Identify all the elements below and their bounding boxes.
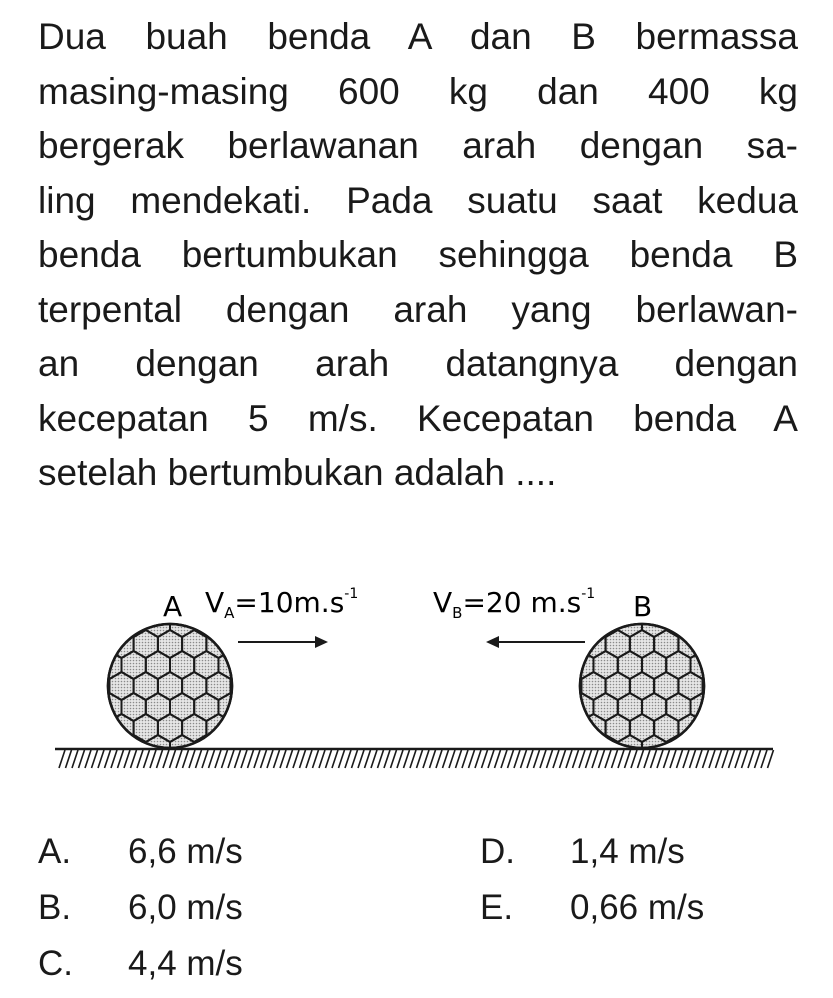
hatch-line <box>124 750 130 768</box>
hatch-line <box>397 750 403 768</box>
hatch-line <box>534 750 540 768</box>
hatch-line <box>696 750 702 768</box>
hatch-line <box>729 750 735 768</box>
hatch-line <box>553 750 559 768</box>
hatch-line <box>501 750 507 768</box>
option-b[interactable] <box>38 886 243 930</box>
hatch-line <box>378 750 384 768</box>
hatch-line <box>144 750 150 768</box>
hatch-line <box>319 750 325 768</box>
hatch-line <box>254 750 260 768</box>
option-value: 0,66 m/s <box>570 888 705 927</box>
hatch-line <box>85 750 91 768</box>
hatch-line <box>703 750 709 768</box>
ball-a-label: A <box>163 590 183 623</box>
hatch-line <box>345 750 351 768</box>
hatch-line <box>475 750 481 768</box>
hatch-line <box>761 750 767 768</box>
question-line: terpental dengan arah yang berlawan- <box>38 288 798 330</box>
hatch-line <box>579 750 585 768</box>
hatch-line <box>768 750 774 768</box>
hatch-line <box>586 750 592 768</box>
hatch-line <box>690 750 696 768</box>
hatch-line <box>261 750 267 768</box>
hatch-line <box>488 750 494 768</box>
hatch-line <box>293 750 299 768</box>
hatch-line <box>436 750 442 768</box>
hatch-line <box>657 750 663 768</box>
hatch-line <box>670 750 676 768</box>
hatch-line <box>352 750 358 768</box>
hatch-line <box>573 750 579 768</box>
option-letter: B. <box>38 888 72 927</box>
hex-cell <box>703 672 727 700</box>
answer-options <box>38 830 798 990</box>
hatch-line <box>183 750 189 768</box>
hatch-line <box>716 750 722 768</box>
hatch-line <box>664 750 670 768</box>
hatch-line <box>79 750 85 768</box>
collision-diagram <box>45 560 780 800</box>
ball-b <box>557 609 727 763</box>
hatch-line <box>131 750 137 768</box>
hatch-line <box>423 750 429 768</box>
hatch-line <box>417 750 423 768</box>
hatch-line <box>521 750 527 768</box>
ball-a <box>85 609 255 763</box>
hatch-line <box>644 750 650 768</box>
hatch-line <box>137 750 143 768</box>
hatch-line <box>111 750 117 768</box>
hatch-line <box>267 750 273 768</box>
hatch-line <box>651 750 657 768</box>
question-text <box>38 10 798 501</box>
question-line: ling mendekati. Pada suatu saat kedua <box>38 179 798 221</box>
hatch-line <box>592 750 598 768</box>
hatch-line <box>709 750 715 768</box>
hatch-line <box>677 750 683 768</box>
option-e[interactable] <box>480 886 704 930</box>
hatch-line <box>209 750 215 768</box>
hatch-line <box>72 750 78 768</box>
option-d[interactable] <box>480 830 685 874</box>
hatch-line <box>618 750 624 768</box>
ground-hatching <box>59 750 774 768</box>
hatch-line <box>566 750 572 768</box>
hatch-line <box>540 750 546 768</box>
hatch-line <box>222 750 228 768</box>
option-value: 1,4 m/s <box>570 832 685 871</box>
hatch-line <box>287 750 293 768</box>
arrow-right-icon <box>238 636 328 648</box>
hatch-line <box>150 750 156 768</box>
hatch-line <box>274 750 280 768</box>
hatch-line <box>742 750 748 768</box>
hatch-line <box>332 750 338 768</box>
hatch-line <box>196 750 202 768</box>
hatch-line <box>469 750 475 768</box>
hatch-line <box>748 750 754 768</box>
hatch-line <box>482 750 488 768</box>
hatch-line <box>404 750 410 768</box>
hatch-line <box>170 750 176 768</box>
question-line: setelah bertumbukan adalah .... <box>38 452 557 493</box>
ball-b-label: B <box>633 590 653 623</box>
option-value: 4,4 m/s <box>128 944 243 983</box>
hatch-line <box>735 750 741 768</box>
hatch-line <box>514 750 520 768</box>
hatch-line <box>163 750 169 768</box>
question-line: kecepatan 5 m/s. Kecepatan benda A <box>38 397 798 439</box>
hatch-line <box>495 750 501 768</box>
hatch-line <box>527 750 533 768</box>
option-letter: A. <box>38 832 72 871</box>
hatch-line <box>300 750 306 768</box>
ground <box>55 749 774 768</box>
hex-cell <box>231 672 255 700</box>
hatch-line <box>339 750 345 768</box>
option-letter: D. <box>480 832 515 871</box>
hex-cell <box>85 672 109 700</box>
arrow-left-icon <box>486 636 585 648</box>
hatch-line <box>443 750 449 768</box>
question-line: Dua buah benda A dan B bermassa <box>38 16 798 57</box>
hatch-line <box>228 750 234 768</box>
hatch-line <box>722 750 728 768</box>
hatch-line <box>358 750 364 768</box>
hatch-line <box>560 750 566 768</box>
option-c[interactable] <box>38 942 243 986</box>
hatch-line <box>241 750 247 768</box>
hatch-line <box>66 750 72 768</box>
option-letter: C. <box>38 944 73 983</box>
hatch-line <box>365 750 371 768</box>
hatch-line <box>449 750 455 768</box>
option-letter: E. <box>480 888 514 927</box>
hatch-line <box>462 750 468 768</box>
hatch-line <box>625 750 631 768</box>
hatch-line <box>384 750 390 768</box>
hatch-line <box>391 750 397 768</box>
hatch-line <box>176 750 182 768</box>
hatch-line <box>508 750 514 768</box>
collision-figure <box>45 560 780 800</box>
hatch-line <box>235 750 241 768</box>
hex-cell <box>557 672 581 700</box>
hatch-line <box>189 750 195 768</box>
hatch-line <box>306 750 312 768</box>
velocity-a-label: $V_A=10m.s^{-1}$ <box>205 586 359 622</box>
hatch-line <box>631 750 637 768</box>
hatch-line <box>59 750 65 768</box>
option-a[interactable] <box>38 830 243 874</box>
hatch-line <box>371 750 377 768</box>
hatch-line <box>98 750 104 768</box>
hatch-line <box>118 750 124 768</box>
question-line: benda bertumbukan sehingga benda B <box>38 234 798 275</box>
question-line: masing-masing 600 kg dan 400 kg <box>38 70 798 112</box>
option-value: 6,0 m/s <box>128 888 243 927</box>
hatch-line <box>612 750 618 768</box>
hatch-line <box>92 750 98 768</box>
hatch-line <box>599 750 605 768</box>
hatch-line <box>605 750 611 768</box>
question-line: bergerak berlawanan arah dengan sa- <box>38 125 798 166</box>
hatch-line <box>683 750 689 768</box>
hatch-line <box>410 750 416 768</box>
hatch-line <box>638 750 644 768</box>
question-line: an dengan arah datangnya dengan <box>38 343 798 384</box>
hatch-line <box>280 750 286 768</box>
option-value: 6,6 m/s <box>128 832 243 871</box>
hatch-line <box>326 750 332 768</box>
hatch-line <box>202 750 208 768</box>
hatch-line <box>456 750 462 768</box>
hatch-line <box>547 750 553 768</box>
hatch-line <box>313 750 319 768</box>
hatch-line <box>215 750 221 768</box>
hatch-line <box>248 750 254 768</box>
hatch-line <box>430 750 436 768</box>
hatch-line <box>157 750 163 768</box>
hatch-line <box>755 750 761 768</box>
velocity-b-label: $V_B=20$ $m.s^{-1}$ <box>433 586 596 622</box>
hatch-line <box>105 750 111 768</box>
